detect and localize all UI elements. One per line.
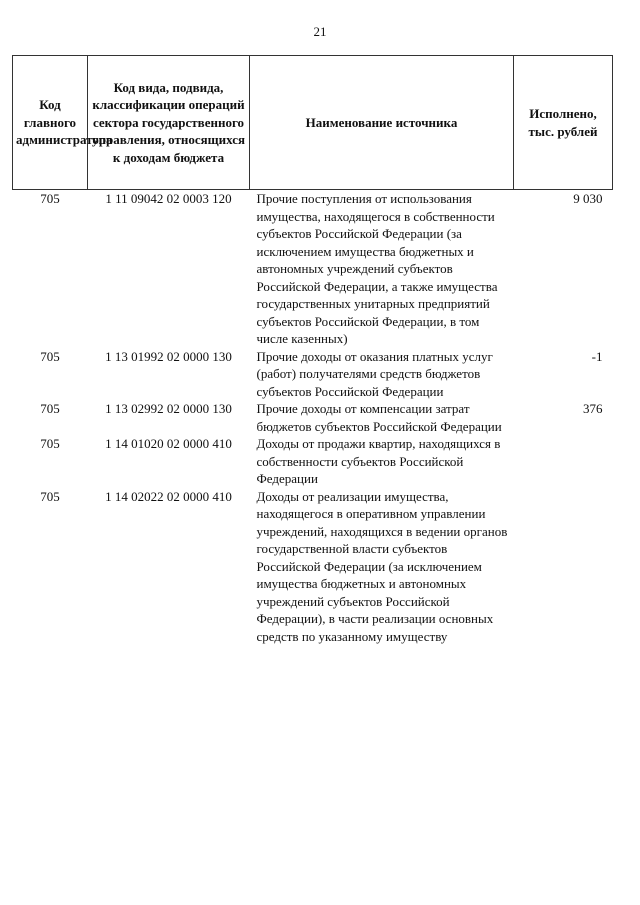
page-number: 21 [313,24,327,39]
amount-cell: 9 030 [573,191,603,206]
classification-code-cell: 1 13 02992 02 0000 130 [105,401,232,416]
amount-cell [514,488,613,646]
admin-code-cell: 705 [40,488,60,504]
admin-code-cell: 705 [40,436,60,451]
source-name-cell: Доходы от продажи квартир, находящихся в собственности субъектов Российской Федерации [256,436,501,486]
table-row [13,190,613,348]
header-amount: Исполнено, тыс. рублей [514,56,613,190]
source-name-cell: Прочие доходы от компенсации затрат бюджетов субъектов Российской Федерации [256,401,502,434]
classification-code-cell: 1 14 01020 02 0000 410 [105,436,232,451]
header-classification-code: Код вида, подвида, классификации операций сектора государственного управления, относящихся к доходам бюджета [88,56,250,190]
table-row [13,488,613,646]
amount-cell: -1 [591,348,603,364]
amount-cell: 376 [583,401,603,416]
revenue-table [12,55,613,645]
table-row [13,435,613,488]
classification-code-cell: 1 11 09042 02 0003 120 [105,191,232,206]
admin-code-cell: 705 [40,191,60,206]
header-admin-code: Код главного администратора [13,56,88,190]
admin-code-cell: 705 [40,348,60,364]
classification-code-cell: 1 13 01992 02 0000 130 [105,348,232,364]
amount-cell [514,435,613,488]
admin-code-cell: 705 [40,401,60,416]
table-header-row [13,56,613,190]
table-row [13,348,613,401]
classification-code-cell: 1 14 02022 02 0000 410 [105,488,232,504]
source-name-cell: Прочие поступления от использования имущества, находящегося в собственности субъектов Российской Федерации (за исключением имущества бюджетных и автономных учреждений субъектов Российской Федерации, а также имущества государственных унитарных предприятий субъектов Российской Федерации, в том числе казенных) [256,191,498,346]
table-row [13,400,613,435]
header-source-name: Наименование источника [250,56,514,190]
source-name-cell: Доходы от реализации имущества, находящегося в оперативном управлении учреждений, находящихся в ведении органов государственной власти субъектов Российской Федерации (за исключением имущества бюджетных и автономных учреждений субъектов Российской Федерации), в части реализации основных средств по указанному имуществу [256,488,508,644]
source-name-cell: Прочие доходы от оказания платных услуг (работ) получателями средств бюджетов субъектов Российской Федерации [256,348,493,399]
